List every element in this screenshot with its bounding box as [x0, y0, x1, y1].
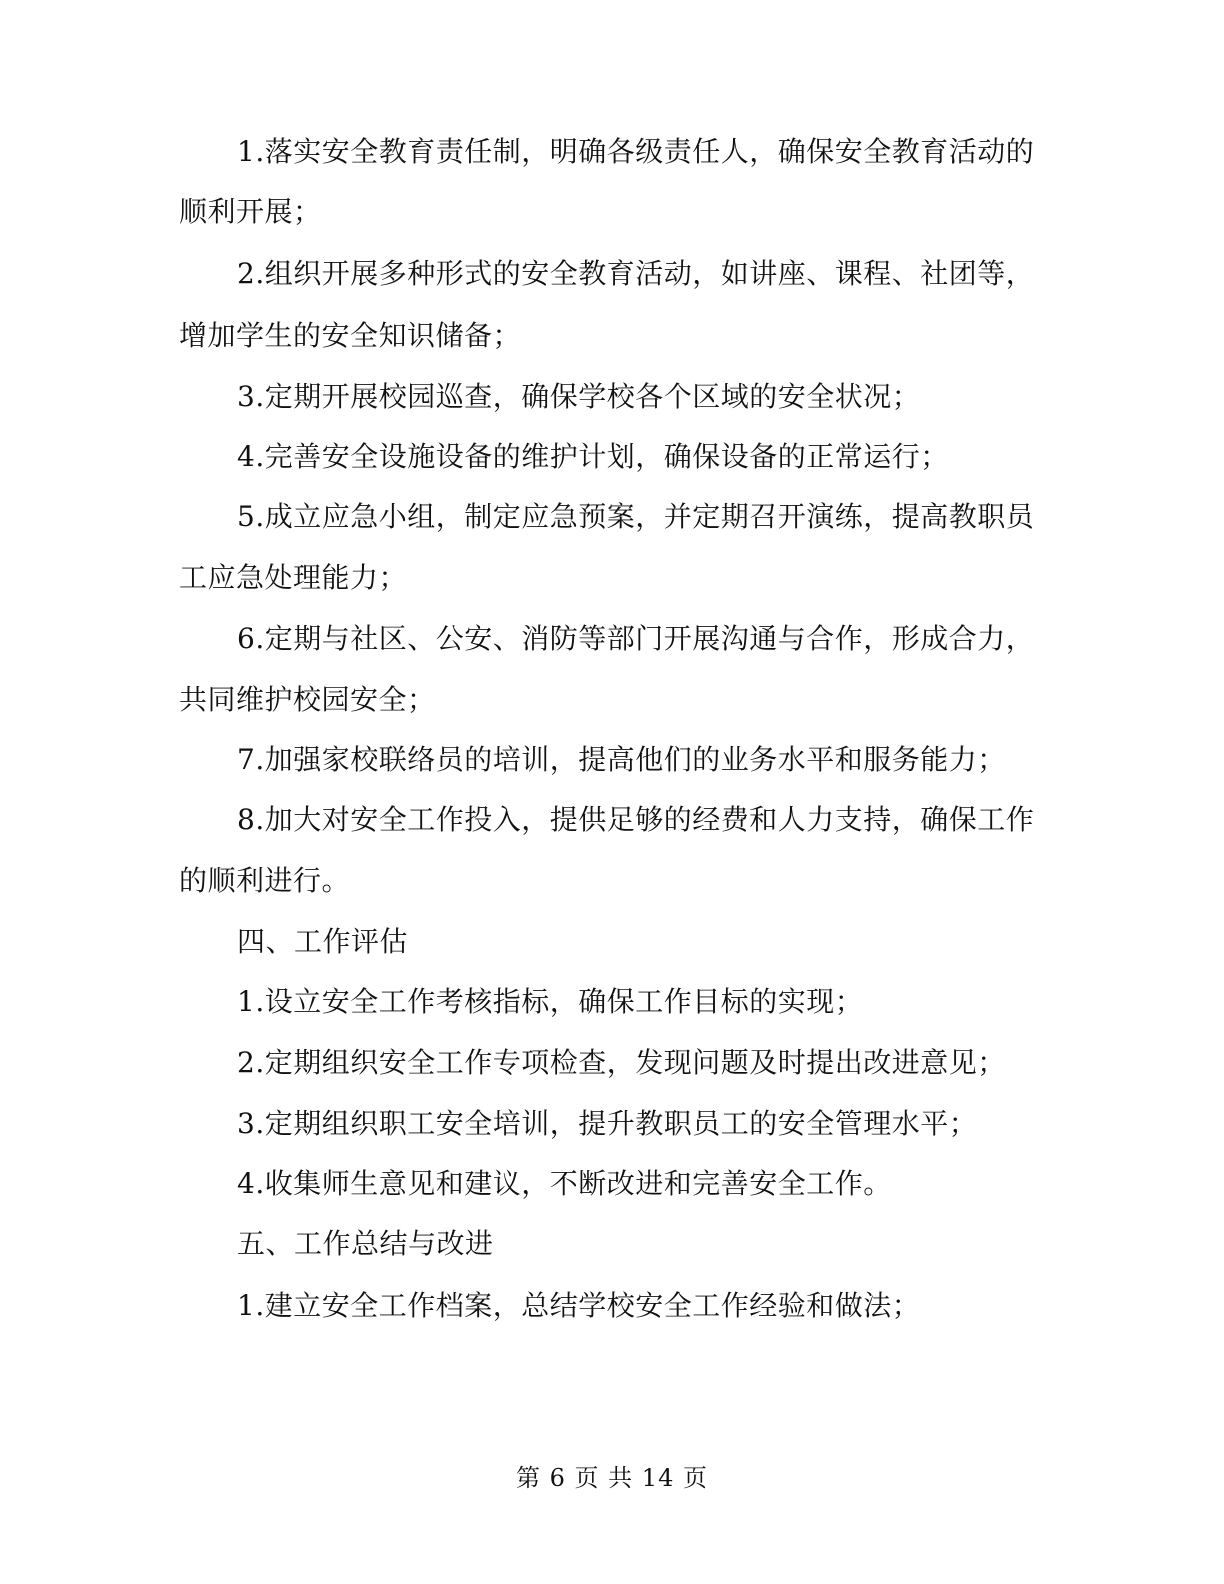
text-line: 3.定期开展校园巡查，确保学校各个区域的安全状况；: [237, 380, 921, 413]
text-line: 工应急处理能力；: [179, 561, 408, 594]
section-heading: 四、工作评估: [237, 925, 409, 958]
section-heading: 五、工作总结与改进: [237, 1227, 494, 1260]
text-line: 2.组织开展多种形式的安全教育活动，如讲座、课程、社团等，: [237, 257, 1035, 290]
text-line: 1.落实安全教育责任制，明确各级责任人，确保安全教育活动的: [237, 135, 1035, 168]
text-line: 7.加强家校联络员的培训，提高他们的业务水平和服务能力；: [237, 743, 1006, 776]
text-line: 2.定期组织安全工作专项检查，发现问题及时提出改进意见；: [237, 1046, 1006, 1079]
text-line: 5.成立应急小组，制定应急预案，并定期召开演练，提高教职员: [237, 500, 1035, 533]
text-line: 增加学生的安全知识储备；: [179, 319, 522, 352]
text-line: 1.建立安全工作档案，总结学校安全工作经验和做法；: [237, 1289, 921, 1322]
text-line: 8.加大对安全工作投入，提供足够的经费和人力支持，确保工作: [237, 803, 1035, 836]
text-line: 3.定期组织职工安全培训，提升教职员工的安全管理水平；: [237, 1107, 978, 1140]
text-line: 6.定期与社区、公安、消防等部门开展沟通与合作，形成合力，: [237, 622, 1035, 655]
text-line: 共同维护校园安全；: [179, 683, 436, 716]
text-line: 4.收集师生意见和建议，不断改进和完善安全工作。: [237, 1167, 892, 1200]
text-line: 4.完善安全设施设备的维护计划，确保设备的正常运行；: [237, 440, 949, 473]
text-line: 1.设立安全工作考核指标，确保工作目标的实现；: [237, 985, 864, 1018]
text-line: 的顺利进行。: [179, 864, 351, 897]
text-line: 顺利开展；: [179, 195, 322, 228]
page-number-footer: 第 6 页 共 14 页: [516, 1464, 708, 1492]
